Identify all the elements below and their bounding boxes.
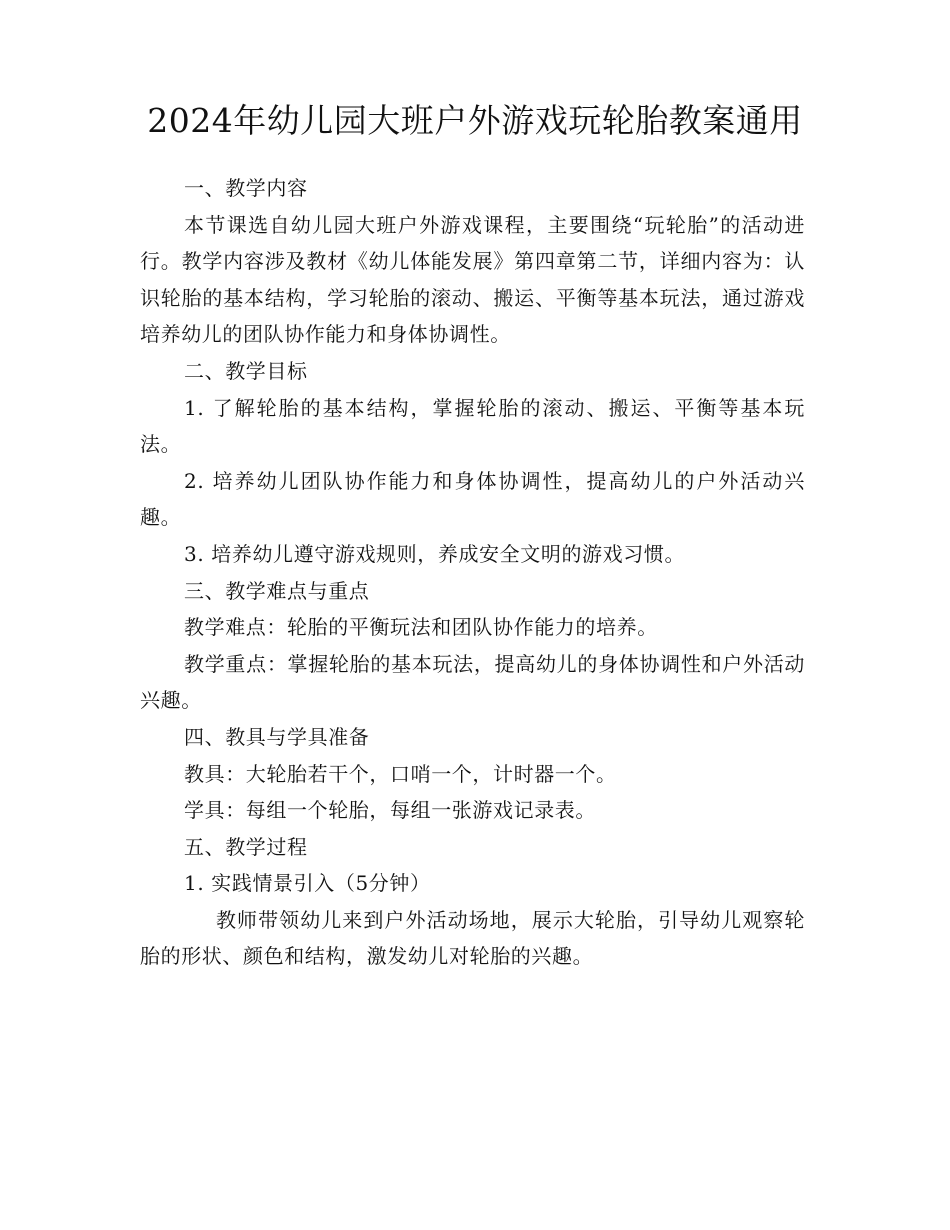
learning-tools-paragraph: 学具：每组一个轮胎，每组一张游戏记录表。 <box>184 798 596 823</box>
focus-paragraph: 教学重点：掌握轮胎的基本玩法，提高幼儿的身体协调性和户外活动兴趣。 <box>140 651 805 713</box>
process-step-1-heading: 1. 实践情景引入（5分钟） <box>184 871 431 896</box>
document-body <box>140 170 805 975</box>
objective-item-2: 2. 培养幼儿团队协作能力和身体协调性，提高幼儿的户外活动兴趣。 <box>140 468 805 530</box>
teaching-tools-paragraph: 教具：大轮胎若干个，口哨一个，计时器一个。 <box>184 761 617 786</box>
section-heading-objectives: 二、教学目标 <box>184 358 308 383</box>
section-heading-process: 五、教学过程 <box>184 834 308 859</box>
section-heading-content: 一、教学内容 <box>184 176 308 200</box>
section-heading-key-points: 三、教学难点与重点 <box>184 578 370 603</box>
document-title: 2024年幼儿园大班户外游戏玩轮胎教案通用 <box>147 101 803 140</box>
content-paragraph: 本节课选自幼儿园大班户外游戏课程，主要围绕“玩轮胎”的活动进行。教学内容涉及教材《幼儿体能发展》第四章第二节，详细内容为：认识轮胎的基本结构，学习轮胎的滚动、搬运、平衡等基本玩法，通过游戏培养幼儿的团队协作能力和身体协调性。 <box>140 212 805 347</box>
section-heading-materials: 四、教具与学具准备 <box>184 724 370 749</box>
process-step-1-paragraph: 教师带领幼儿来到户外活动场地，展示大轮胎，引导幼儿观察轮胎的形状、颜色和结构，激发幼儿对轮胎的兴趣。 <box>140 907 805 969</box>
difficulty-paragraph: 教学难点：轮胎的平衡玩法和团队协作能力的培养。 <box>184 615 658 640</box>
objective-item-1: 1. 了解轮胎的基本结构，掌握轮胎的滚动、搬运、平衡等基本玩法。 <box>140 395 805 457</box>
objective-item-3: 3. 培养幼儿遵守游戏规则，养成安全文明的游戏习惯。 <box>184 541 686 566</box>
